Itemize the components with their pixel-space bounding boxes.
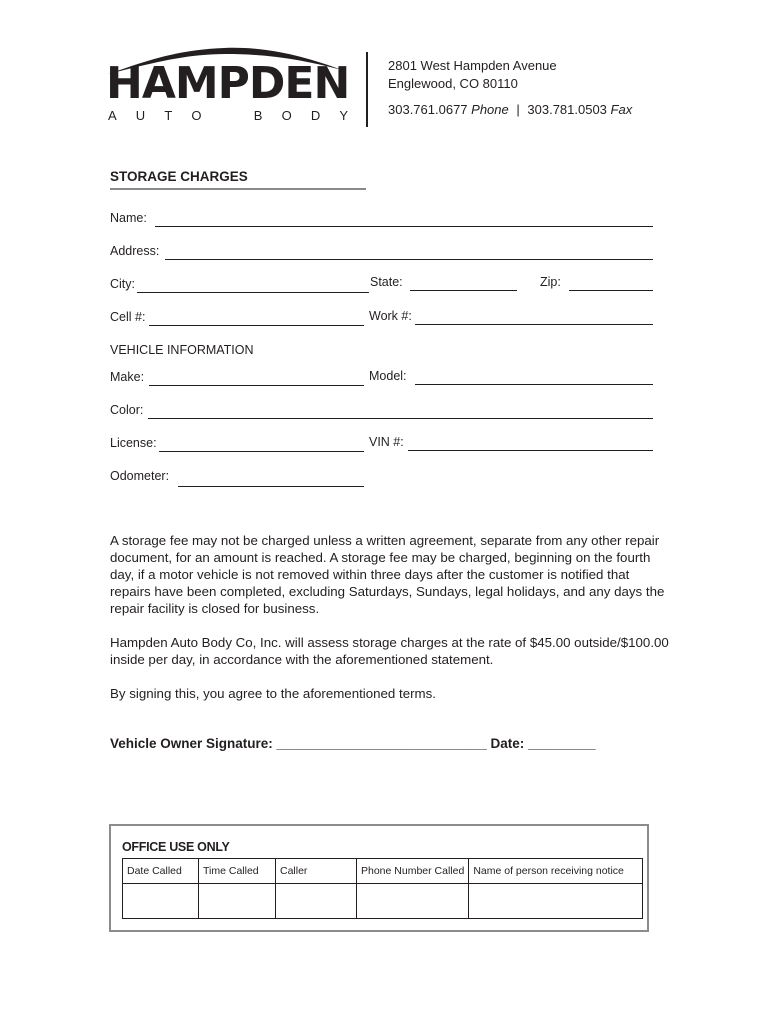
caller-cell[interactable]	[276, 884, 357, 919]
title-underline	[110, 188, 366, 190]
time-called-cell[interactable]	[199, 884, 276, 919]
logo-letter: O	[191, 108, 202, 123]
model-field[interactable]	[415, 384, 653, 385]
logo-letter: U	[135, 108, 146, 123]
name-label: Name:	[110, 211, 147, 225]
logo-letter: O	[281, 108, 292, 123]
vin-label: VIN #:	[369, 435, 404, 449]
phone-label: Phone	[471, 102, 509, 117]
city-field[interactable]	[137, 292, 369, 293]
color-label: Color:	[110, 403, 144, 417]
address-line-1: 2801 West Hampden Avenue	[388, 58, 557, 73]
address-label: Address:	[110, 244, 160, 258]
zip-label: Zip:	[540, 275, 561, 289]
odometer-field[interactable]	[178, 486, 364, 487]
column-header: Date Called	[123, 859, 199, 884]
city-label: City:	[110, 277, 135, 291]
phone-number: 303.761.0677	[388, 102, 468, 117]
license-field[interactable]	[159, 451, 364, 452]
column-header: Phone Number Called	[357, 859, 469, 884]
make-label: Make:	[110, 370, 145, 384]
contact-separator: |	[516, 102, 520, 117]
phone-number-called-cell[interactable]	[357, 884, 469, 919]
logo-letter: B	[253, 108, 263, 123]
page-title: STORAGE CHARGES	[110, 169, 248, 184]
logo-wordmark: HAMPDEN	[106, 58, 350, 109]
contact-line	[388, 102, 632, 117]
table-row	[123, 884, 643, 919]
terms-paragraph-1: A storage fee may not be charged unless a written agreement, separate from any other repair document, for an amount is reached. A storage fee may be charged, beginning on the fourth day, if a motor vehicle is not removed within three days after the customer is notified that repairs have been completed, excluding Saturdays, Sundays, legal holidays, and any days the repair facility is closed for business.	[110, 533, 665, 616]
odometer-label: Odometer:	[110, 469, 170, 483]
office-use-title: OFFICE USE ONLY	[122, 840, 230, 854]
color-field[interactable]	[148, 418, 653, 419]
office-use-table	[122, 858, 643, 919]
work-label: Work #:	[369, 309, 412, 323]
fax-label: Fax	[610, 102, 633, 117]
date-called-cell[interactable]	[123, 884, 199, 919]
work-field[interactable]	[415, 324, 653, 325]
column-header: Name of person receiving notice	[469, 859, 643, 884]
vehicle-info-heading: VEHICLE INFORMATION	[110, 343, 254, 357]
table-header-row	[123, 859, 643, 884]
address-line-2: Englewood, CO 80110	[388, 76, 518, 91]
cell-field[interactable]	[149, 325, 364, 326]
person-receiving-notice-cell[interactable]	[469, 884, 643, 919]
make-field[interactable]	[149, 385, 364, 386]
column-header: Caller	[276, 859, 357, 884]
fax-number: 303.781.0503	[527, 102, 607, 117]
state-label: State:	[370, 275, 403, 289]
terms-paragraph-3: By signing this, you agree to the aforementioned terms.	[110, 686, 436, 701]
logo-letter: T	[164, 108, 173, 123]
state-field[interactable]	[410, 290, 517, 291]
address-field[interactable]	[165, 259, 653, 260]
terms-paragraph-2: Hampden Auto Body Co, Inc. will assess storage charges at the rate of $45.00 outside/$100.00 inside per day, in accordance with the aforementioned statement.	[110, 635, 669, 667]
model-label: Model:	[369, 369, 407, 383]
signature-line[interactable]: Vehicle Owner Signature: ____________________________ Date: _________	[110, 736, 596, 751]
name-field[interactable]	[155, 226, 653, 227]
logo-letter: Y	[339, 108, 348, 123]
logo-letter: D	[310, 108, 321, 123]
column-header: Time Called	[199, 859, 276, 884]
license-label: License:	[110, 436, 157, 450]
logo-subtitle	[108, 108, 348, 123]
cell-label: Cell #:	[110, 310, 146, 324]
logo-letter: A	[108, 108, 117, 123]
header-divider	[366, 52, 368, 127]
zip-field[interactable]	[569, 290, 653, 291]
vin-field[interactable]	[408, 450, 653, 451]
